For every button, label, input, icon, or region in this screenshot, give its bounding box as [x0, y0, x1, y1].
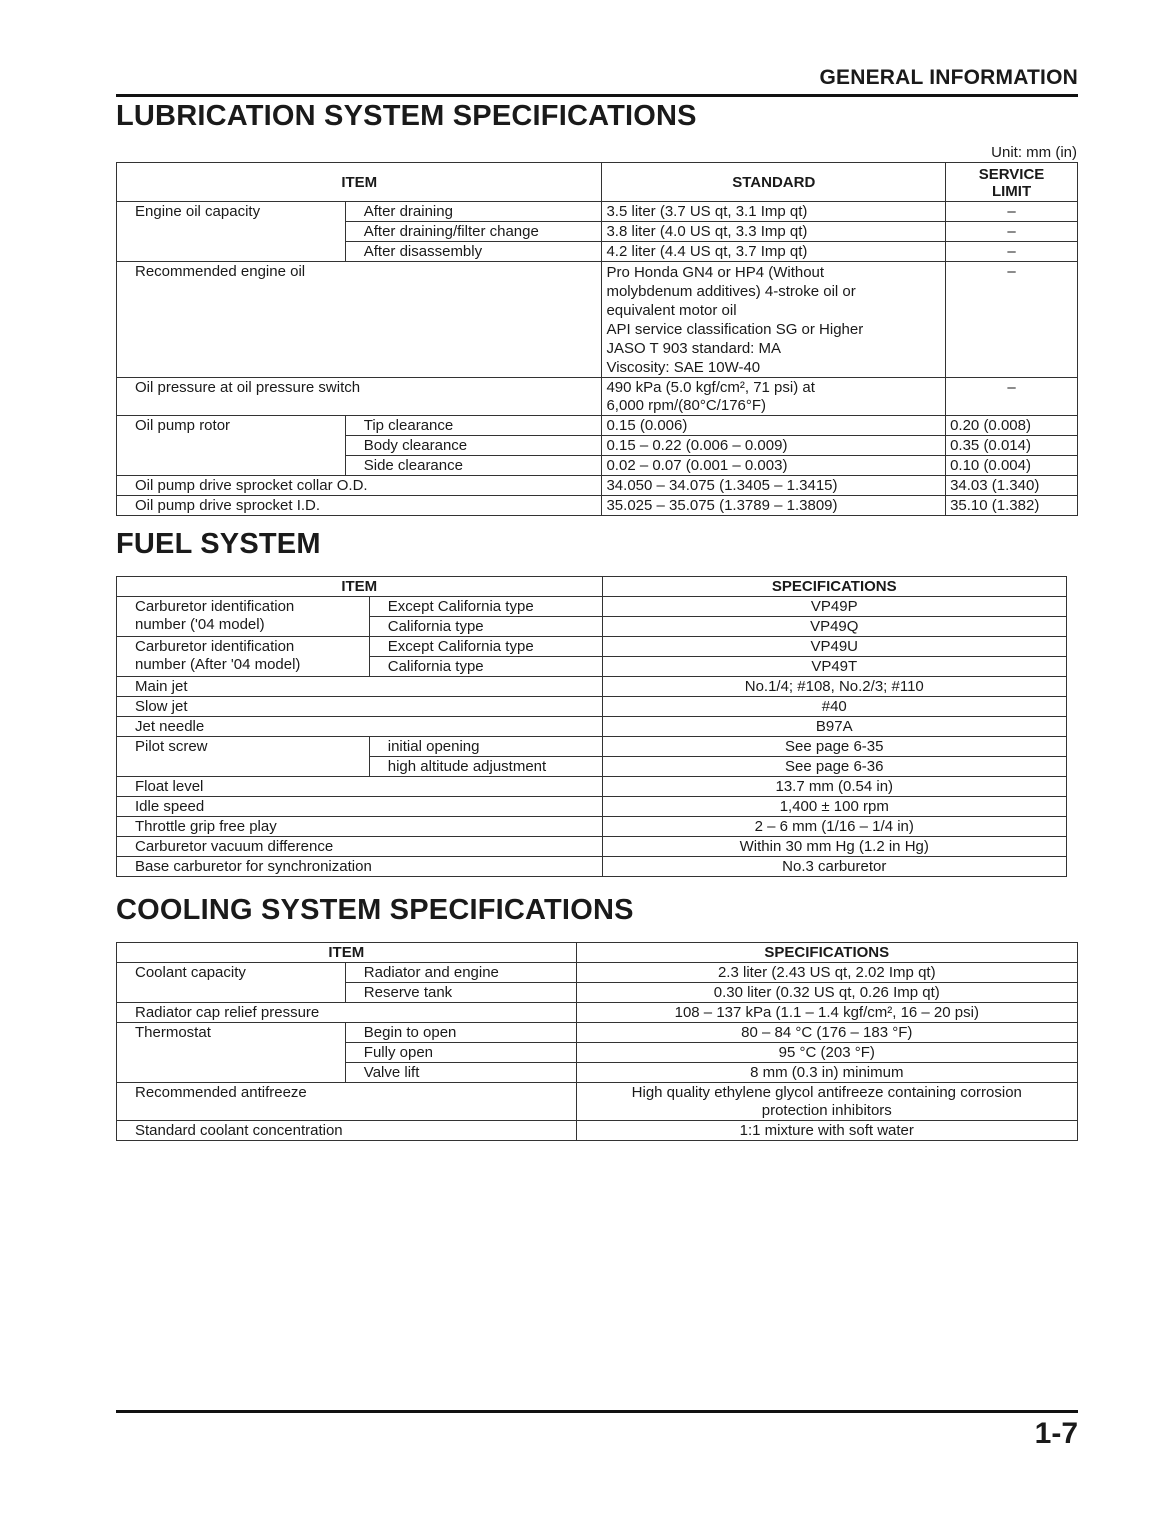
row-value: No.1/4; #108, No.2/3; #110: [602, 677, 1066, 697]
row-sublabel: After draining: [345, 202, 602, 222]
service-label-2: LIMIT: [991, 182, 1032, 200]
unit-label: Unit: mm (in): [991, 144, 1077, 161]
row-value: VP49U: [602, 637, 1066, 657]
table-row: [117, 963, 1078, 983]
row-value: 13.7 mm (0.54 in): [602, 777, 1066, 797]
cooling-title: COOLING SYSTEM SPECIFICATIONS: [116, 894, 634, 926]
row-label: Radiator cap relief pressure: [117, 1003, 577, 1023]
row-label: Jet needle: [117, 717, 603, 737]
col-header-specifications: SPECIFICATIONS: [576, 943, 1077, 963]
row-value: 0.02 – 0.07 (0.001 – 0.003): [602, 456, 946, 476]
row-value: 4.2 liter (4.4 US qt, 3.7 Imp qt): [602, 242, 946, 262]
row-value: 2.3 liter (2.43 US qt, 2.02 Imp qt): [576, 963, 1077, 983]
row-label: Coolant capacity: [117, 963, 346, 1003]
value-line: 490 kPa (5.0 kgf/cm², 71 psi) at: [606, 379, 815, 396]
row-sublabel: high altitude adjustment: [369, 757, 602, 777]
label-line: Carburetor identification: [135, 598, 295, 615]
service-label-1: SERVICE: [978, 165, 1045, 183]
section-header: GENERAL INFORMATION: [819, 66, 1078, 89]
row-sublabel: After disassembly: [345, 242, 602, 262]
table-row: [117, 496, 1078, 516]
table-row: [117, 262, 1078, 378]
row-label: Pilot screw: [117, 737, 370, 777]
row-label: Recommended engine oil: [117, 262, 602, 378]
row-label: Main jet: [117, 677, 603, 697]
row-sublabel: California type: [369, 617, 602, 637]
table-row: [117, 1003, 1078, 1023]
value-line: API service classification SG or Higher: [606, 321, 864, 338]
cooling-table: [116, 942, 1078, 1141]
row-label: [117, 637, 370, 677]
row-limit: –: [946, 242, 1078, 262]
top-rule: [116, 94, 1078, 97]
row-value: VP49T: [602, 657, 1066, 677]
table-row: [117, 1023, 1078, 1043]
row-sublabel: California type: [369, 657, 602, 677]
value-line: Pro Honda GN4 or HP4 (Without: [606, 264, 825, 281]
row-value: 1:1 mixture with soft water: [576, 1121, 1077, 1141]
row-value: [602, 262, 946, 378]
row-value: 2 – 6 mm (1/16 – 1/4 in): [602, 817, 1066, 837]
row-label: Oil pump drive sprocket collar O.D.: [117, 476, 602, 496]
row-value: See page 6-36: [602, 757, 1066, 777]
table-row: [117, 717, 1067, 737]
row-value: 95 °C (203 °F): [576, 1043, 1077, 1063]
row-value: Within 30 mm Hg (1.2 in Hg): [602, 837, 1066, 857]
table-row: [117, 817, 1067, 837]
col-header-specifications: SPECIFICATIONS: [602, 577, 1066, 597]
table-row: [117, 416, 1078, 436]
row-sublabel: Begin to open: [345, 1023, 576, 1043]
row-value: B97A: [602, 717, 1066, 737]
row-value: 0.15 – 0.22 (0.006 – 0.009): [602, 436, 946, 456]
row-label: Idle speed: [117, 797, 603, 817]
row-sublabel: Side clearance: [345, 456, 602, 476]
row-value: 1,400 ± 100 rpm: [602, 797, 1066, 817]
row-label: Oil pressure at oil pressure switch: [117, 378, 602, 416]
lubrication-table: [116, 162, 1078, 516]
row-label: [117, 597, 370, 637]
table-row: [117, 637, 1067, 657]
table-row: [117, 378, 1078, 416]
table-row: [117, 857, 1067, 877]
row-limit: 0.35 (0.014): [946, 436, 1078, 456]
value-line: Viscosity: SAE 10W-40: [606, 359, 761, 376]
value-line: molybdenum additives) 4-stroke oil or: [606, 283, 856, 300]
row-label: Thermostat: [117, 1023, 346, 1083]
row-value: 108 – 137 kPa (1.1 – 1.4 kgf/cm², 16 – 20 psi): [576, 1003, 1077, 1023]
row-value: 35.025 – 35.075 (1.3789 – 1.3809): [602, 496, 946, 516]
row-value: See page 6-35: [602, 737, 1066, 757]
row-label: Base carburetor for synchronization: [117, 857, 603, 877]
row-limit: 0.10 (0.004): [946, 456, 1078, 476]
row-label: Oil pump rotor: [117, 416, 346, 476]
value-line: High quality ethylene glycol antifreeze containing corrosion: [631, 1084, 1022, 1101]
row-sublabel: Valve lift: [345, 1063, 576, 1083]
table-row: [117, 677, 1067, 697]
row-value: 34.050 – 34.075 (1.3405 – 1.3415): [602, 476, 946, 496]
row-label: Engine oil capacity: [117, 202, 346, 262]
row-limit: –: [946, 378, 1078, 416]
table-row: [117, 597, 1067, 617]
row-value: VP49Q: [602, 617, 1066, 637]
value-line: protection inhibitors: [761, 1102, 892, 1119]
col-header-item: ITEM: [117, 943, 577, 963]
row-value: #40: [602, 697, 1066, 717]
row-sublabel: Except California type: [369, 637, 602, 657]
label-line: number (After '04 model): [135, 656, 301, 673]
table-row: [117, 777, 1067, 797]
table-row: [117, 837, 1067, 857]
row-limit: 35.10 (1.382): [946, 496, 1078, 516]
row-value: 80 – 84 °C (176 – 183 °F): [576, 1023, 1077, 1043]
row-limit: –: [946, 202, 1078, 222]
row-sublabel: Tip clearance: [345, 416, 602, 436]
value-line: equivalent motor oil: [606, 302, 737, 319]
table-row: [117, 1121, 1078, 1141]
col-header-item: ITEM: [117, 163, 602, 202]
row-value: No.3 carburetor: [602, 857, 1066, 877]
bottom-rule: [116, 1410, 1078, 1413]
row-sublabel: After draining/filter change: [345, 222, 602, 242]
table-row: [117, 737, 1067, 757]
row-limit: 34.03 (1.340): [946, 476, 1078, 496]
row-value: 0.15 (0.006): [602, 416, 946, 436]
row-sublabel: Radiator and engine: [345, 963, 576, 983]
row-limit: –: [946, 222, 1078, 242]
row-sublabel: Body clearance: [345, 436, 602, 456]
row-value: [576, 1083, 1077, 1121]
value-line: 6,000 rpm/(80°C/176°F): [606, 397, 767, 414]
col-header-item: ITEM: [117, 577, 603, 597]
table-row: [117, 202, 1078, 222]
row-value: [602, 378, 946, 416]
col-header-standard: STANDARD: [602, 163, 946, 202]
row-sublabel: Reserve tank: [345, 983, 576, 1003]
row-label: Slow jet: [117, 697, 603, 717]
row-sublabel: initial opening: [369, 737, 602, 757]
row-sublabel: Except California type: [369, 597, 602, 617]
table-row: [117, 697, 1067, 717]
row-label: Carburetor vacuum difference: [117, 837, 603, 857]
row-value: 8 mm (0.3 in) minimum: [576, 1063, 1077, 1083]
page-number: 1-7: [1034, 1417, 1078, 1450]
fuel-table: [116, 576, 1067, 877]
label-line: Carburetor identification: [135, 638, 295, 655]
label-line: number ('04 model): [135, 616, 265, 633]
table-row: [117, 1083, 1078, 1121]
col-header-service-limit: [946, 163, 1078, 202]
value-line: JASO T 903 standard: MA: [606, 340, 782, 357]
row-label: Oil pump drive sprocket I.D.: [117, 496, 602, 516]
row-label: Standard coolant concentration: [117, 1121, 577, 1141]
row-sublabel: Fully open: [345, 1043, 576, 1063]
row-value: 0.30 liter (0.32 US qt, 0.26 Imp qt): [576, 983, 1077, 1003]
row-limit: 0.20 (0.008): [946, 416, 1078, 436]
row-label: Throttle grip free play: [117, 817, 603, 837]
row-value: 3.8 liter (4.0 US qt, 3.3 Imp qt): [602, 222, 946, 242]
row-label: Recommended antifreeze: [117, 1083, 577, 1121]
table-row: [117, 476, 1078, 496]
row-value: 3.5 liter (3.7 US qt, 3.1 Imp qt): [602, 202, 946, 222]
table-row: [117, 797, 1067, 817]
row-limit: –: [946, 262, 1078, 378]
row-label: Float level: [117, 777, 603, 797]
row-value: VP49P: [602, 597, 1066, 617]
lubrication-title: LUBRICATION SYSTEM SPECIFICATIONS: [116, 100, 697, 132]
fuel-title: FUEL SYSTEM: [116, 528, 321, 560]
